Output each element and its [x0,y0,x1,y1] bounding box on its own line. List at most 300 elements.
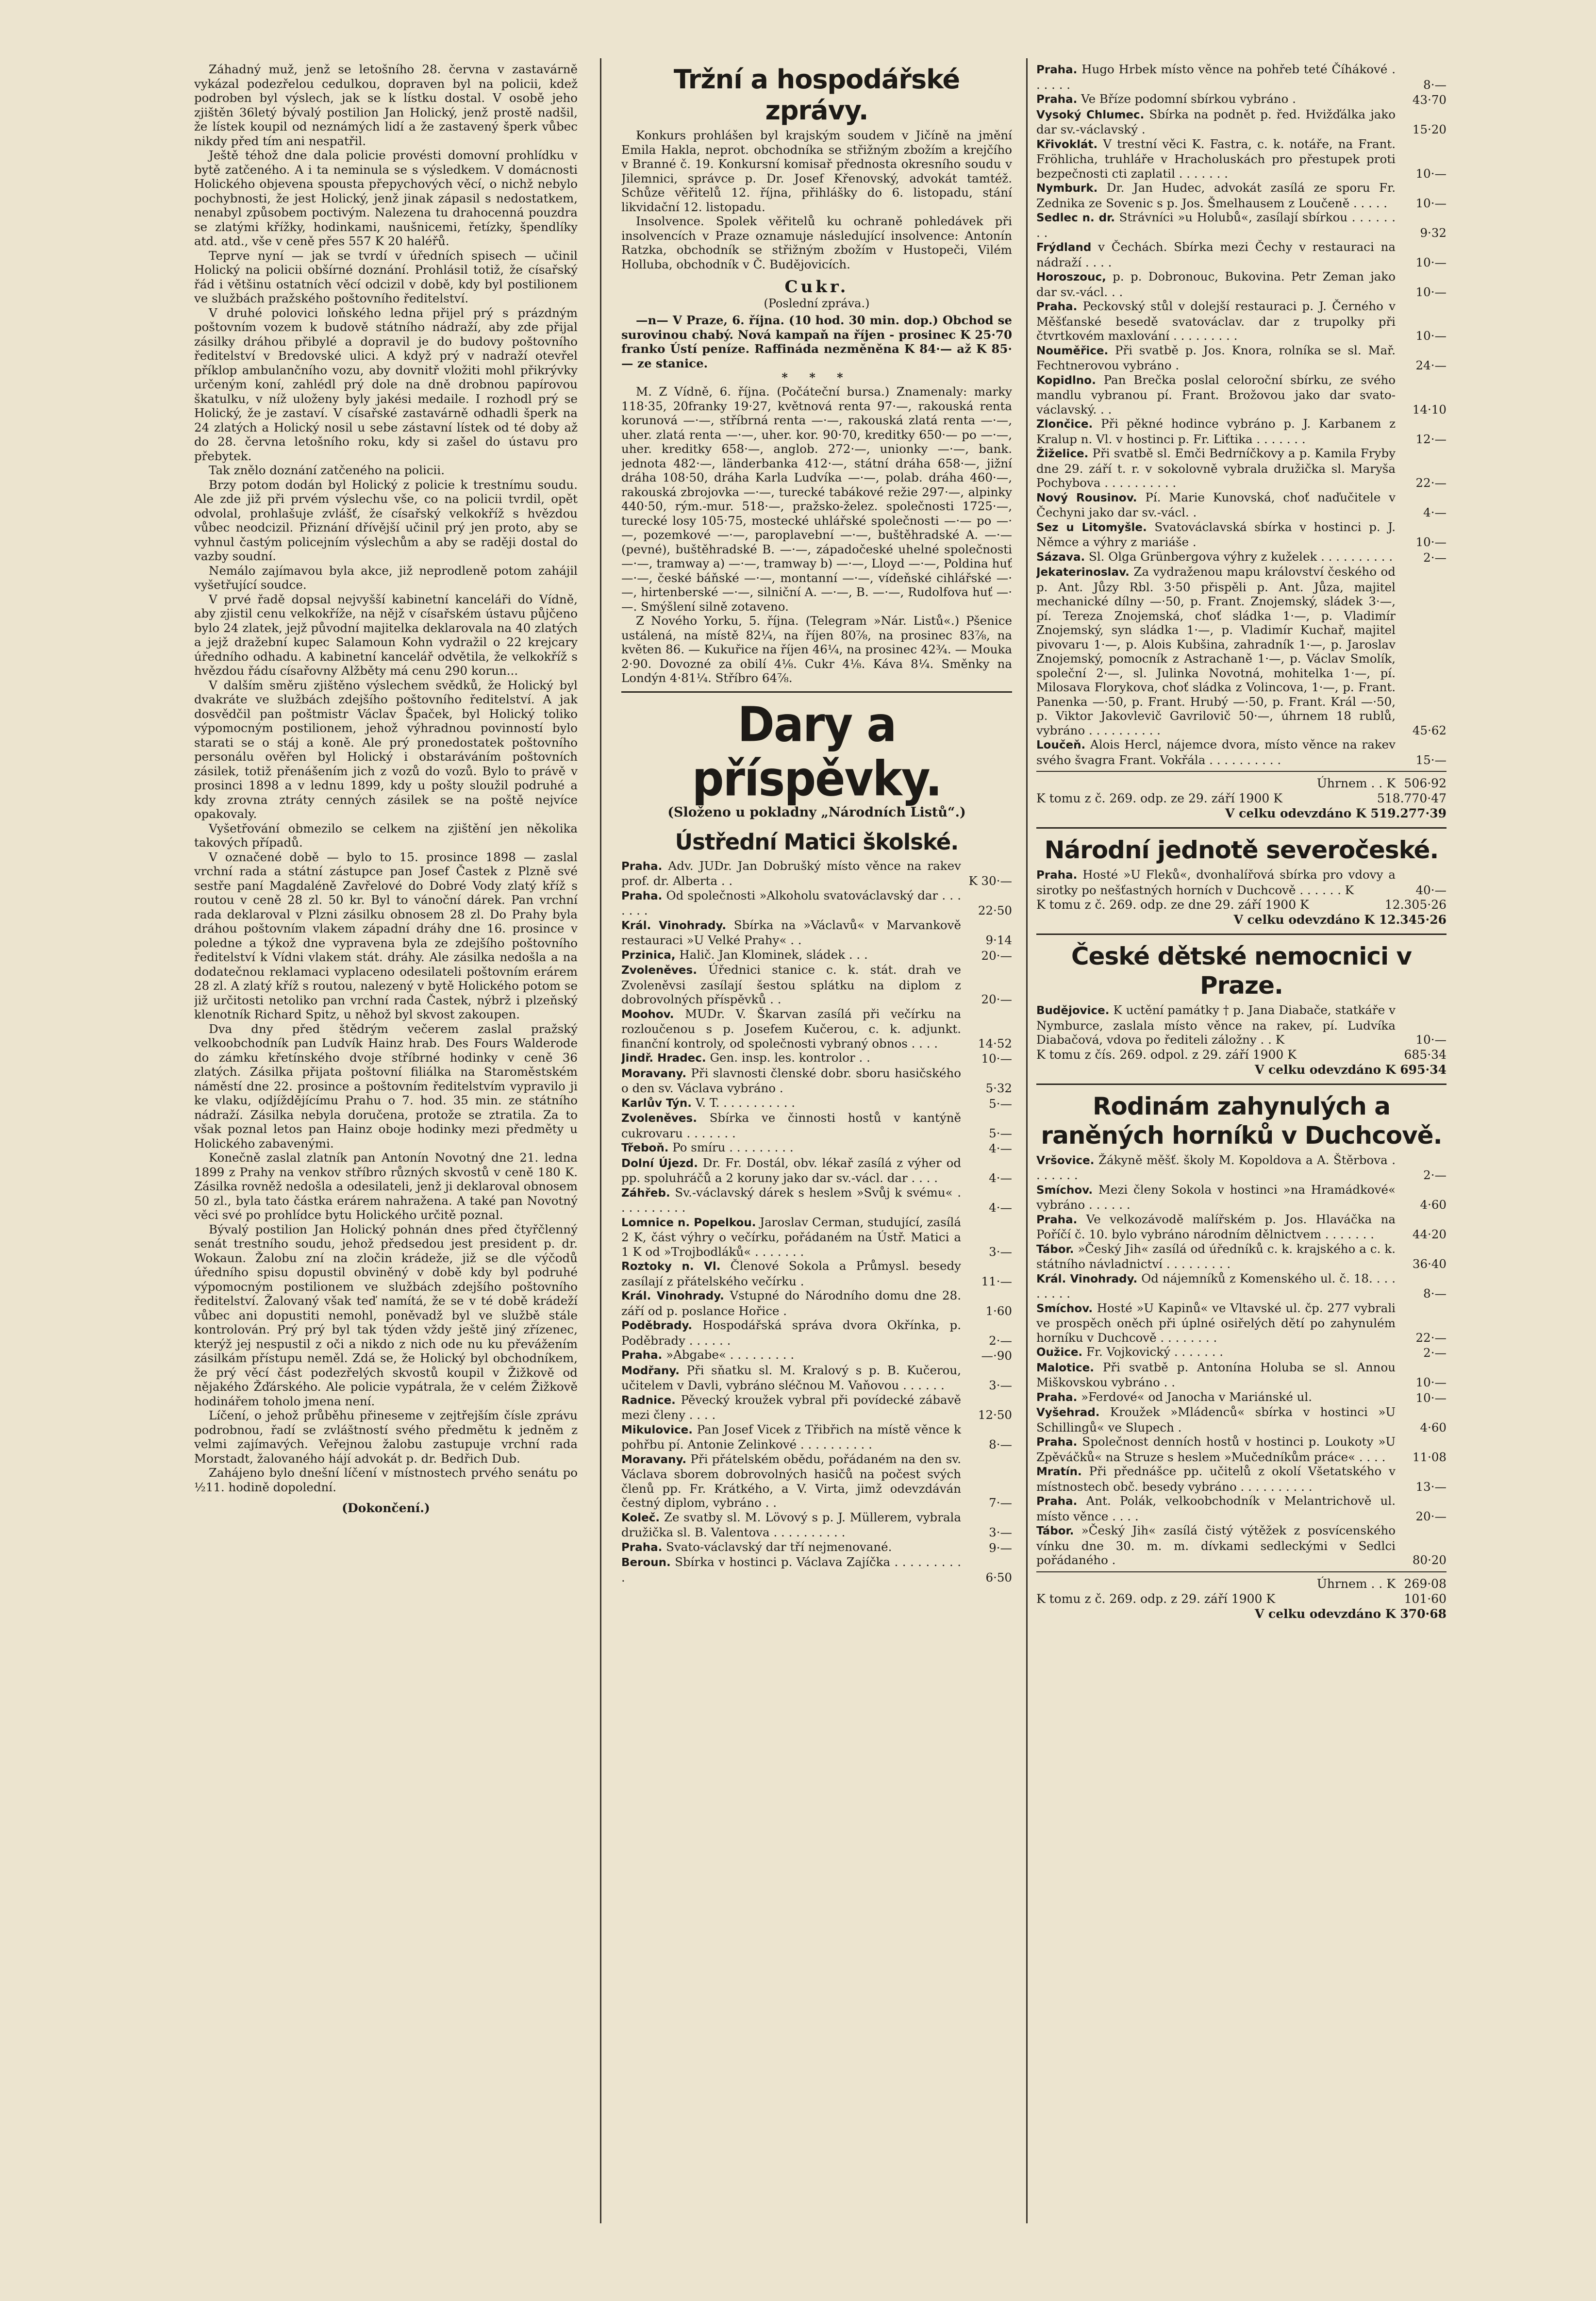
entry-text: Adv. JUDr. Jan Dobrušký místo věnce na rakev prof. dr. Alberta . . [621,858,961,888]
entry-place: Praha. [1036,869,1078,882]
total-row: V celku odevzdáno K 695·34 [1254,1062,1446,1077]
entry-text: Halič. Jan Klominek, sládek . . . [679,947,868,962]
entry-amount: 10·— [1415,166,1446,181]
entry-place: Modřany. [621,1364,680,1377]
entry-amount: 44·20 [1412,1227,1446,1241]
entry-amount: 11·08 [1412,1450,1446,1464]
carryover-amount: 12.305·26 [1384,898,1446,912]
entry-amount: 4·— [989,1171,1012,1185]
article-paragraph: V dalším směru zjištěno výslechem svědků, že Holický byl dvakráte ve službách zdejšího poštovního ředitelství. A jak dosvědčil pan poštmistr Václav Špaček, byl Holický toliko výpomocným postilionem, jehož výhradnou povinností bylo starati se o stáj a koně. Ale prý pronedostatek poštovního personálu ověřen byl Holický i obstaráváním poštovních zásilek, totiž přenášením jich z vozů do vozů. Bylo to právě v prosinci 1898 a v lednu 1899, kdy u pošty sloužil podruhé a kdy zrovna ztráty cenných zásilek se na poště nejvíce opakovaly. [194,678,578,821]
entry-amount: 12·— [1415,432,1446,446]
donation-entry [1036,520,1446,550]
entry-text: Mezi členy Sokola v hostinci »na Hramádkové« vybráno . . . . . . [1036,1182,1396,1212]
carryover-label: K tomu z č. 269. odp. ze dne 29. září 1900 K [1036,898,1309,912]
entry-text: Při přátelském obědu, pořádaném na den sv. Václava sborem dobrovolných hasičů na počest svých členů pp. Fr. Krátkého, a V. Virta, jimž odevzdáván čestný diplom, vybráno . . [621,1451,961,1510]
entry-amount: 20·— [1415,1509,1446,1523]
donation-entry [621,1288,1012,1318]
entry-place: Frýdland [1036,241,1092,254]
entry-place: Sázava. [1036,550,1085,564]
donation-entry [1036,550,1446,565]
entry-text: Při sňatku sl. M. Kralový s p. B. Kučerou, učitelem v Davli, vybráno sléčnou M. Vaňovou . . . . . . [621,1363,961,1392]
entry-text: Jaroslav Cerman, studující, zasílá 2 K, část výhry o večírku, pořádaném na Ústř. Matici a 1 K od »Trojbodláků« . . . . . . . [621,1215,961,1259]
donation-entry [621,1066,1012,1096]
entry-text: Při pěkné hodince vybráno p. J. Karbanem z Kralup n. Vl. v hostinci p. Fr. Liťtika . . . . . . . [1036,417,1396,446]
entry-amount: 45·62 [1412,723,1446,737]
entry-text: Svatováclavská sbírka v hostinci p. J. Němce a výhry z mariáše . [1036,519,1396,549]
entry-place: Vysoký Chlumec. [1036,108,1145,121]
entry-place: Jindř. Hradec. [621,1052,706,1065]
entry-text: Pan Brečka poslal celoroční sbírku, ze svého mandlu vybranou pí. Frant. Brožovou jako dar svato-václavský. . . [1036,372,1396,417]
entry-text: V. T. . . . . . . . . . . [695,1095,796,1110]
entry-place: Praha. [1036,64,1078,76]
entry-text: Při svatbě p. Antonína Holuba se sl. Annou Miškovskou vybráno . . [1036,1360,1396,1389]
donation-entry [621,1007,1012,1051]
entry-text: Žákyně měšť. školy M. Kopoldova a A. Štěrbova . . . . . . . [1036,1152,1396,1182]
entry-text: Gen. insp. les. kontrolor . . [710,1050,870,1065]
carryover-row [1036,791,1446,806]
matice-heading: Ústřední Matici školské. [675,829,959,855]
entry-place: Horoszouc, [1036,271,1106,283]
entry-text: Při přednášce pp. učitelů z okolí Všetatského v místnostech obč. besedy vybráno . . . . . . . . . . [1036,1464,1396,1494]
entry-place: Praha. [1036,1436,1078,1449]
subtotal-label: Úhrnem . . K [1316,776,1396,790]
donation-entry [621,1452,1012,1510]
entry-text: Svato-václavský dar tří nejmenované. [666,1539,892,1554]
donation-entry [1036,1242,1446,1271]
donation-entry [621,1540,1012,1555]
carryover-amount: 685·34 [1404,1047,1446,1062]
entry-amount: 2·— [1423,1346,1446,1360]
entry-text: »Český Jih« zasílá čistý výtěžek z posvícenského vínku dne 30. m. m. dívkami sedleckými v Sedlci pořádaného . [1036,1523,1396,1567]
donation-entry [621,888,1012,918]
entry-text: Kroužek »Mládenců« sbírka v hostinci »U Schillingů« ve Slupech . [1036,1405,1396,1434]
entry-place: Vršovice. [1036,1154,1095,1167]
entry-text: Sbírka na podnět p. řed. Hvižďálka jako dar sv.-václavský . [1036,107,1396,136]
donation-entry [1036,373,1446,417]
entry-place: Král. Vinohrady. [1036,1272,1138,1285]
divider [1036,1084,1446,1085]
column-left [194,62,578,2222]
entry-place: Mratín. [1036,1466,1082,1478]
entry-amount: 4·— [989,1201,1012,1215]
donation-entry [1036,1360,1446,1390]
newyork-report: Z Nového Yorku, 5. října. (Telegram »Nár. Listů«.) Pšenice ustálená, na místě 82¼, na říjen 80⅞, na prosinec 83⅞, na květen 86. — Kukuřice na říjen 46¼, na prosinec 42¾. — Mouka 2·90. Dovozné za obilí 4⅛. Cukr 4⅛. Káva 8¼. Směnky na Londýn 4·81¼. Stříbro 64⅞. [621,614,1012,685]
entry-place: Praha. [1036,1495,1078,1508]
entry-place: Praha. [621,860,663,873]
carryover-row [1036,897,1446,912]
entry-place: Praha. [621,889,663,902]
entry-place: Nouměřice. [1036,344,1109,357]
article-paragraph: Tak znělo doznání zatčeného na policii. [209,463,445,477]
entry-amount: 8·— [989,1437,1012,1451]
entry-amount: 2·— [1423,550,1446,565]
donation-entry [1036,1405,1446,1434]
entry-amount: 15·— [1415,752,1446,767]
article-paragraph: Bývalý postilion Jan Holický pohnán dnes před čtyřčlenný senát trestního soudu, jehož předsedou jest president p. dr. Wokaun. Žalobu zní na zločin krádeže, již se dle výčodů úředního spisu dopustil obviněný v době kdy byl podruhé výpomocným postilionem ve službách zdejšího poštovního ředitelství. Žalovaný však teď namítá, že se v té době krádeží vůbec ani dopustiti nemohl, poněvadž byl ve službě stále kontrolován. Prý prý byl tak týden vždy ještě jiný zřízenec, kterýž jej nespustil z oči a nikdo z nich ode nu ku převážením zásilkám přístupu neměl. Zdá se, že Holický byl obchodníkem, že prý věcí část podezřelých skvostů koupil v Žižkově od nějakého Žďárského. Ale policie vypátrala, že v celém Žižkově hodinářem toholo jmena není. [194,1222,578,1408]
entry-text: Za vydraženou mapu království českého od p. Ant. Jůzy Rbl. 3·50 přispěli p. Ant. Jůza, majitel mechanické dílny —·50, p. Frant. Znojemský, sládek 3·—, pí. Tereza Znojemská, choť sládka 1·—, p. Vladimír Znojemský, syn sládka 1·—, p. Vladimír Kuchař, majitel pivovaru 1·—, p. Alois Kubšina, zahradník 1·—, p. Jaroslav Znojemský, pomocník z Astrachaně 1·—, p. Václav Smolík, společní 2·—, sl. Julinka Novotná, mohitelka 1·—, pí. Milosava Florykova, choť sládka z Volincova, 1·—, p. Frant. Panenka —·50, p. Frant. Hrubý —·50, p. Frant. Král —·50, p. Viktor Jakovlevič Gavrilovič 50·—, úhrnem 18 rublů, vybráno . . . . . . . . . . [1036,565,1396,737]
section-heading-market: Tržní a hospodářské zprávy. [673,64,960,126]
entry-place: Loučeň. [1036,739,1086,751]
entry-text: Po smíru . . . . . . . . . [672,1140,794,1154]
entry-place: Moravany. [621,1067,687,1080]
entry-text: Hosté »U Fleků«, dvonhalířová sbírka pro vdovy a sirotky po nešťastných horních v Duchcově . . . . . . K [1036,867,1396,897]
donation-entry [621,859,1012,888]
carryover-label: K tomu z čís. 269. odpol. z 29. září 1900 K [1036,1047,1297,1062]
entry-place: Zvoleněves. [621,964,697,977]
separator-stars: * * * [781,370,852,384]
donation-entry [1036,1003,1446,1047]
entry-place: Mikulovice. [621,1423,693,1436]
donation-entry [1036,299,1446,343]
entry-place: Smíchov. [1036,1184,1093,1197]
sugar-subheading: (Poslední zpráva.) [764,297,870,310]
entry-amount: 20·— [981,992,1012,1006]
entry-text: Dr. Jan Hudec, advokát zasílá ze sporu Fr. Zednika ze Sovenic s p. Jos. Šmelhausem z Loučeně . . . . . [1036,181,1396,210]
entry-place: Tábor. [1036,1525,1074,1537]
entry-amount: 24·— [1415,358,1446,372]
entry-text: Pan Josef Vicek z Třibřich na místě věnce k pohřbu pí. Antonie Zelinkové . . . . . . . . . . [621,1422,961,1451]
entry-place: Král. Vinohrady. [621,1290,724,1302]
donations-heading: Dary a příspěvky. [692,696,942,807]
article-paragraph: Ještě téhož dne dala policie provésti domovní prohlídku v bytě zatčeného. A i ta neminula se s výsledkem. V domácnosti Holického objevena spousta přepychových věcí, o nichž nebylo pochybnosti, že jest Holický, jenž jinak zápasil s nedostatkem, nenabyl způsobem poctivým. Nalezena tu drahocenná pouzdra se zlatými křížky, hodinkami, naušnicemi, řetízky, špendlíky atd. atd., vše v ceně přes 557 K 20 haléřů. [194,148,578,248]
donation-entry [1036,490,1446,520]
carryover-label: K tomu z č. 269. odp. z 29. září 1900 K [1036,1591,1276,1606]
entry-text: Ant. Polák, velkoobchodník v Melantrichově ul. místo věnce . . . . [1036,1494,1396,1523]
entry-text: Sbírka v hostinci p. Václava Zajíčka . . . . . . . . . . [621,1555,962,1584]
article-paragraph: Záhadný muž, jenž se letošního 28. června v zastavárně vykázal podezřelou cedulkou, dopraven byl na policii, kdež podroben byl výslech, jak se k lístku dostal. V osobě jeho zjištěn 36letý bývalý postilion Jan Holický, jenž prostě nadšil, že lístek koupil od neznámých lidí a že zastavený šperk vůbec nikdy před tím ani nespatřil. [194,62,578,148]
entry-text: Úřednici stanice c. k. stát. drah ve Zvoleněvsi zasílají šestou splátku na diplom z dobrovolných příspěvků . . [621,963,961,1006]
nemocnice-heading: České dětské nemocnici v Praze. [1071,942,1412,1000]
article-paragraph: Vyšetřování obmezilo se celkem na zjištění jen několika takových případů. [194,821,578,850]
entry-text: Při svatbě sl. Emči Bedrníčkovy a p. Kamila Fryby dne 29. září t. r. v sokolovně vybrala družička sl. Maryša Pochybova . . . . . . . . . . [1036,446,1396,490]
donation-entry [621,1215,1012,1259]
entry-place: Křivoklát. [1036,138,1098,151]
entry-text: V trestní věci K. Fastra, c. k. notáře, na Frant. Fröhlicha, truhláře v Hracholuskách pro přestupek proti bezpečnosti cti zaplatil . . . . . . . [1036,136,1396,181]
entry-place: Dolní Újezd. [621,1157,698,1170]
entry-text: p. p. Dobronouc, Bukovina. Petr Zeman jako dar sv.-václ. . . [1036,269,1396,299]
subtotal-label: Úhrnem . . K [1316,1576,1396,1591]
subtotal-row [1036,776,1446,791]
entry-amount: —·90 [981,1349,1012,1363]
article-paragraph: Nemálo zajímavou byla akce, již neprodleně potom zahájil vyšetřující soudce. [194,563,578,592]
article-paragraph: Líčení, o jehož průběhu přineseme v zejtřejším čísle zprávu podrobnou, řadí se zvláštností svého předmětu k jedněm z velmi zajímavých. Veřejnou žalobu zastupuje vrchní rada Morstadt, žalovaného hájí advokát p. dr. Bedřich Dub. [194,1408,578,1466]
article-paragraph: Teprve nyní — jak se tvrdí v úředních spisech — učinil Holický na policii obšírné doznání. Prohlásil totiž, že císařský řád i většinu ostatních věcí odcizil v době, kdy byl postilionem ve službách pražského poštovního ředitelství. [194,248,578,305]
donation-entry [621,1348,1012,1363]
entry-text: Pěvecký kroužek vybral při povídecké zábavě mezi členy . . . . [621,1392,961,1422]
entry-place: Vyšehrad. [1036,1406,1100,1419]
entry-text: Sv.-václavský dárek s heslem »Svůj k svému« . . . . . . . . . . [621,1185,961,1215]
entry-amount: 2·— [989,1333,1012,1348]
total-row: V celku odevzdáno K 370·68 [1254,1606,1446,1621]
entry-place: Przinica, [621,949,676,962]
entry-amount: 22·— [1415,476,1446,490]
donation-entry [1036,181,1446,210]
severoceska-heading: Národní jednotě severočeské. [1044,836,1439,864]
donation-entry [1036,1183,1446,1212]
entry-text: Od nájemníků z Komenského ul. č. 18. . . . . . . . . [1036,1271,1396,1301]
entry-place: Třeboň. [621,1142,669,1154]
donation-entry [621,1140,1012,1156]
entry-amount: 9·14 [985,933,1012,947]
market-news [621,128,1012,271]
donation-entry [1036,1271,1446,1301]
entry-place: Praha. [1036,93,1078,106]
entry-text: MUDr. V. Škarvan zasílá při večírku na rozloučenou s p. Josefem Kučerou, c. k. adjunkt. finanční kontroly, od společnosti vybraný obnos . . . . [621,1006,961,1050]
entry-place: Malotice. [1036,1361,1094,1374]
divider [1036,1571,1446,1572]
entry-amount: 4·60 [1420,1420,1446,1434]
entry-text: K uctění památky † p. Jana Diabače, statkáře v Nymburce, zaslala místo věnce na rakev, pí. Ludvíka Diabačová, vdova po řediteli záložny . . K [1036,1003,1396,1047]
entry-text: Od společnosti »Alkoholu svatováclavský dar . . . . . . . [621,888,961,917]
sugar-report: —n— V Praze, 6. října. (10 hod. 30 min. dop.) Obchod se surovinou chabý. Nová kampaň na říjen - prosinec K 25·70 franko Ústí peníze. Raffináda nezměněna K 84·— až K 85·— ze stanice. [621,313,1012,370]
entry-text: Fr. Vojkovický . . . . . . . [1086,1345,1224,1359]
entry-amount: 22·— [1415,1330,1446,1345]
entry-text: Alois Hercl, nájemce dvora, místo věnce na rakev svého švagra Frant. Vokřála . . . . . . . . . . [1036,737,1396,767]
donation-entry [1036,210,1446,240]
donation-entry [621,1555,1012,1584]
entry-place: Kopidlno. [1036,374,1096,387]
entry-text: Sl. Olga Grünbergova výhry z kuželek . . . . . . . . . . [1089,549,1393,564]
donation-entry [621,1318,1012,1348]
entry-place: Lomnice n. Popelkou. [621,1216,756,1229]
donation-entry [1036,1523,1446,1567]
entry-amount: 10·— [1415,196,1446,210]
donation-entry [621,1096,1012,1111]
entry-place: Moohov. [621,1008,674,1021]
divider [1036,934,1446,935]
column-right [1036,62,1446,2222]
carryover-amount: 101·60 [1404,1591,1446,1606]
entry-text: »Český Jih« zasílá od úředníků c. k. krajského a c. k. státního návladnictví . . . . . . . . . [1036,1241,1396,1271]
entry-place: Sedlec n. dr. [1036,212,1115,224]
donation-entry [621,1156,1012,1185]
entry-amount: 4·— [1423,505,1446,519]
entry-amount: 14·52 [978,1036,1012,1050]
donation-entry [1036,240,1446,269]
entry-text: Ve Bříze podomní sbírkou vybráno . [1081,92,1296,106]
entry-amount: 80·20 [1412,1553,1446,1567]
entry-text: Dr. Fr. Dostál, obv. lékař zasílá z výher od pp. spoluhráčů a 2 koruny jako dar sv.-václ. dar . . . . [621,1155,961,1185]
entry-text: Hospodářská správa dvora Okřínka, p. Poděbrady . . . . . . [621,1318,961,1348]
entry-amount: 10·— [1415,1390,1446,1405]
entry-place: Smíchov. [1036,1302,1093,1315]
donation-entry [621,1185,1012,1215]
entry-place: Zlončice. [1036,418,1093,431]
entry-text: Hugo Hrbek místo věnce na pohřeb teté Číhákové . . . . . . [1036,62,1396,92]
entry-place: Praha. [1036,300,1078,313]
entry-amount: 7·— [989,1496,1012,1510]
donation-entry [621,918,1012,948]
entry-amount: 9·— [989,1540,1012,1555]
entry-amount: 3·— [989,1525,1012,1539]
donation-list-horniku [1036,1153,1446,1567]
donation-entry [1036,1212,1446,1242]
subtotal-amount: 506·92 [1404,776,1446,790]
entry-amount: 14·10 [1412,402,1446,417]
entry-amount: 20·— [981,948,1012,963]
entry-amount: 9·32 [1420,225,1446,240]
entry-amount: 5·— [989,1096,1012,1111]
entry-text: Hosté »U Kapinů« ve Vltavské ul. čp. 277 vybrali ve prospěch oněch při úplné osiřelých dětí po zahynulém horníku v Duchcově . . . . . . . . [1036,1301,1396,1345]
entry-place: Tábor. [1036,1243,1074,1256]
entry-place: Žiželice. [1036,448,1089,460]
entry-place: Praha. [1036,1391,1078,1404]
donation-entry [1036,1494,1446,1523]
donation-entry [1036,737,1446,767]
sugar-heading: Cukr. [784,277,849,297]
entry-text: Peckovský stůl v dolejší restauraci p. J. Černého v Měšťanské besedě svatováclav. dar z trupolky při čtvrtkovém maxlování . . . . . . . . . [1036,299,1396,343]
entry-place: Zvoleněves. [621,1112,697,1125]
entry-text: Strávníci »u Holubů«, zasílají sbírkou . . . . . . . . [1036,210,1396,240]
divider [621,691,1012,693]
entry-text: Vstupné do Národního domu dne 28. září od p. poslance Hořice . [621,1288,961,1318]
donation-list-matice-cont [1036,62,1446,767]
donation-entry [1036,1153,1446,1183]
entry-text: Sbírka na »Václavů« v Marvankově restauraci »U Velké Prahy« . . [621,917,962,947]
subtotal-amount: 269·08 [1404,1576,1446,1591]
donation-entry [1036,137,1446,181]
donation-entry [1036,867,1446,897]
entry-amount: 36·40 [1412,1257,1446,1271]
entry-text: Členové Sokola a Průmysl. besedy zasílají z přátelského večírku . [621,1259,962,1288]
vienna-bourse: M. Z Vídně, 6. října. (Počáteční bursa.) Znamenaly: marky 118·35, 20franky 19·27, květnová renta 97·—, rakouská renta korunová —·—, stříbrná renta —·—, rakouská zlatá renta —·—, uher. zlatá renta —·—, uher. kor. 90·70, kreditky 650·— po —·—, uher. kreditky 658·—, anglob. 272·—, unionky —·—, bank. jednota 482·—, länderbanka 412·—, státní dráha 658·—, jižní dráha 108·50, dráha Karla Ludvíka —·—, polab. dráha 460·—, rakouská zbrojovka —·—, turecké tabákové režie 297·—, alpinky 440·50, rým.-mur. 518·—, pražsko-želez. společnosti 1725·—, turecké losy 105·75, mostecké uhlářské společnosti —·— po —·—, pozemkové —·—, paroplavební —·—, buštěhradské A. —·— (pevné), buštěhradské B. —·—, západočeské uhelné společnosti —·—, tramway a) —·—, tramway b) —·—, Lloyd —·—, Poldina huť —·—, české báňské —·—, montanní —·—, vídeňské cihlářské —·—, hirtenberské —·—, silniční A. —·—, B. —·—, Rudolfova huť —·—. Smýšlení silně zotaveno. [621,384,1012,614]
donation-entry [1036,446,1446,490]
donation-entry [621,963,1012,1007]
entry-text: Ze svatby sl. M. Lövový s p. J. Müllerem, vybrala družička sl. B. Valentova . . . . . . . . . . [621,1510,961,1539]
entry-amount: 10·— [1415,535,1446,549]
entry-amount: 4·— [989,1141,1012,1155]
entry-text: »Abgabe« . . . . . . . . . [666,1348,795,1362]
entry-amount: 8·— [1423,1286,1446,1301]
entry-place: Jekaterinoslav. [1036,566,1130,579]
entry-place: Král. Vinohrady. [621,919,727,932]
article-body [194,62,578,1494]
entry-place: Nymburk. [1036,182,1098,195]
article-paragraph: Konkurs prohlášen byl krajským soudem v Jičíně na jmění Emila Hakla, neprot. obchodníka se střižným zbožím a krejčího v Branné č. 19. Konkursní komisař přednosta okresního soudu v Jilemnici, správce p. Dr. Josef Křenovský, advokát tamtéž. Schůze věřitelů 12. října, přihlášky do 6. listopadu, stání likvidační 12. listopadu. [621,128,1012,214]
entry-amount: 40·— [1415,883,1446,897]
entry-amount: K 30·— [968,874,1012,888]
entry-place: Radnice. [621,1394,676,1407]
entry-place: Sez u Litomyšle. [1036,521,1147,534]
entry-amount: 5·— [989,1126,1012,1140]
entry-amount: 1·60 [985,1303,1012,1318]
entry-amount: 43·70 [1412,93,1446,107]
donation-entry [1036,62,1446,92]
article-paragraph: V prvé řadě dopsal nejvyšší kabinetní kanceláři do Vídně, aby zjistil cenu velkokříže, na nějž v císařském ústavu půjčeno bylo 24 zlatek, jejž původní majitelka deklarovala na 40 zlatých a jejž dražební kupec Salamoun Kohn vydražil o 22 krejcary úředního odhadu. A kabinetní kancelář odvětila, že velkokříž s hvězdou řádu císařovny Alžběty má cenu 290 korun... [194,592,578,678]
donation-entry [1036,417,1446,446]
entry-text: »Ferdové« od Janocha v Mariánské ul. [1081,1389,1313,1404]
donation-entry [1036,1464,1446,1494]
entry-text: v Čechách. Sbírka mezi Čechy v restauraci na nádraží . . . . [1036,240,1396,269]
donation-entry [1036,1301,1446,1345]
entry-text: Sbírka ve činnosti hostů v kantýně cukrovaru . . . . . . . [621,1111,961,1140]
donation-entry [1036,343,1446,373]
donation-entry [621,1363,1012,1393]
entry-amount: 6·50 [985,1570,1012,1584]
entry-amount: 10·— [1415,255,1446,269]
entry-amount: 4·60 [1420,1198,1446,1212]
donation-entry [621,948,1012,963]
horniku-heading: Rodinám zahynulých a raněných horníků v Duchcově. [1041,1092,1442,1150]
carryover-row [1036,1591,1446,1606]
entry-place: Karlův Týn. [621,1097,692,1110]
donation-entry [1036,92,1446,107]
column-rule-2 [1026,58,1028,2223]
donation-entry [1036,107,1446,137]
article-paragraph: Dva dny před štědrým večerem zaslal pražský velkoobchodník pan Ludvík Hainz hrab. Des Fours Walderode do zámku křetínského dvoje stříbrné hodinky v ceně 36 zlatých. Zásilka přijata poštovní filiálka na Staroměstském náměstí dne 22. prosince a poštovním ředitelstvím vypravilo ji ke vlaku, odjíždějícímu Prahu o 7. hod. 35 min. ze státního nádraží. Zásilka nebyla doručena, protože se ztratila. Za to však poznal letos pan Hainz oboje hodinky mezi předměty u Holického zabavenými. [194,1021,578,1150]
entry-text: Při slavnosti členské dobr. sboru hasičského o den sv. Václava vybráno . [621,1066,961,1095]
entry-amount: 3·— [989,1244,1012,1259]
article-paragraph: V označené době — bylo to 15. prosince 1898 — zaslal vrchní rada a státní zástupce pan Josef Častek z Plzně své sestře paní Magdaléně Zavřelové do Dobré Vody zlatý kříž s routou v ceně 28 zl. 50 kr. Byl to vánoční dárek. Pan vrchní rada deklaroval v Plzni zásilku obnosem 28 zl. Do Prahy byla dráhou poštovním vlakem západní dráhy dne 16. prosince v poledne a týkož dne vypravena byla ze zdejšího poštovního ředitelství k Vídni vlakem stát. dráhy. Ale zásilka nedošla a na dodatečnou reklamaci vyplaceno odesilateli poštovním erárem 28 zl. A zlatý kříž s routou, nalezený v bytě Holického potom se již určitosti netoliko pan vrchní rada Častek, nýbrž i plzeňský klenotník Richard Spitz, u něhož byl skvost zakoupen. [194,850,578,1021]
entry-place: Nový Rousinov. [1036,491,1137,504]
article-paragraph: V druhé polovici loňského ledna přijel prý s prázdným poštovním vozem k budově státního nádraží, aby zde přijal zásilky dráhou přibylé a dopravil je do budovy poštovního ředitelství v Bredovské ulici. A když prý v nadraží otevřel příklop ambulančního vozu, aby dovnitř vložiti mohl přikrývky určeným koní, zahlédl prý dole na dně drobnou papírovou škatulku, v níž uloženy byly jakési medaile. I rozhodl prý se Holický, že je zastaví. V císařské zastavárně odhadli šperk na 24 zlatých a Holický nosil u sebe zástavní lístek od té doby až do 28. června letošního roku, kdy si zašel do ústavu pro přebytek. [194,305,578,463]
entry-amount: 3·— [989,1378,1012,1392]
entry-amount: 5·32 [985,1081,1012,1095]
entry-place: Beroun. [621,1556,671,1569]
donation-entry [1036,269,1446,299]
entry-place: Záhřeb. [621,1186,670,1200]
entry-amount: 2·— [1423,1168,1446,1182]
entry-place: Praha. [621,1541,663,1554]
article-paragraph: Konečně zaslal zlatník pan Antonín Novotný dne 21. ledna 1899 z Prahy na venkov stříbro různých skvostů v ceně 180 K. Zásilka rovněž nedošla a odesilateli, jenž ji deklaroval obnosem 50 zl., byla tato částka erárem nahražena. A také pan Novotný věci své po prohlídce bytu Holického určitě poznal. [194,1150,578,1222]
entry-place: Praha. [621,1349,663,1362]
entry-place: Oužice. [1036,1346,1083,1359]
entry-amount: 13·— [1415,1479,1446,1494]
donations-subheading: (Složeno u pokladny „Národních Listů“.) [667,804,966,820]
subtotal-row [1036,1576,1446,1591]
article-paragraph: Insolvence. Spolek věřitelů ku ochraně pohledávek při insolvencích v Praze oznamuje následující insolvence: Antonín Ratzka, obchodník se střižným zbožím v Hustopeči, Vilém Holluba, obchodník v Č. Budějovicích. [621,214,1012,271]
carryover-amount: 518.770·47 [1377,791,1446,805]
column-rule-1 [600,58,601,2223]
donation-entry [1036,1390,1446,1405]
total-row: V celku odevzdáno K 12.345·26 [1233,913,1446,927]
donation-entry [621,1510,1012,1540]
entry-amount: 10·— [1415,1375,1446,1389]
donation-list-matice [621,859,1012,1585]
donation-entry [621,1393,1012,1422]
entry-amount: 8·— [1423,77,1446,92]
article-closing: (Dokončení.) [342,1501,430,1515]
carryover-label: K tomu z č. 269. odp. ze 29. září 1900 K [1036,791,1282,805]
entry-amount: 10·— [1415,1033,1446,1047]
donation-entry [1036,1434,1446,1464]
column-middle [621,62,1012,2222]
entry-amount: 12·50 [978,1408,1012,1422]
entry-text: Společnost denních hostů v hostinci p. Loukoty »U Zpěváčků« na Struze s heslem »Mučedníkům práce« . . . . [1036,1434,1396,1464]
entry-amount: 10·— [1415,329,1446,343]
entry-text: Pí. Marie Kunovská, choť naďučitele v Čechyni jako dar sv.-václ. . [1036,490,1396,519]
entry-place: Moravany. [621,1453,687,1466]
entry-place: Roztoky n. Vl. [621,1260,721,1273]
donation-entry [621,1050,1012,1066]
entry-place: Poděbrady. [621,1319,693,1332]
donation-entry [621,1111,1012,1140]
divider [1036,771,1446,772]
entry-text: Ve velkozávodě malířském p. Jos. Hlaváčka na Poříčí č. 10. bylo vybráno národním dělnictvem . . . . . . . [1036,1212,1396,1241]
entry-amount: 15·20 [1412,122,1446,136]
donation-entry [1036,565,1446,737]
entry-place: Koleč. [621,1511,660,1524]
article-paragraph: Brzy potom dodán byl Holický z policie k trestnímu soudu. Ale zde již při prvém výslechu vše, co na policii tvrdil, opět odvolal, prohlašuje zvlášť, že císařský velkokříž s hvězdou vůbec neodcizil. Přiznání dřívější učinil prý jen proto, aby se vyhnul častým policejním výslechům a aby se raději dostal do vazby soudní. [194,477,578,563]
entry-amount: 11·— [981,1274,1012,1288]
donation-entry [1036,1345,1446,1360]
donation-entry [621,1259,1012,1288]
entry-amount: 10·— [981,1051,1012,1066]
donation-entry [621,1422,1012,1452]
entry-place: Praha. [1036,1213,1078,1226]
entry-amount: 22·50 [978,903,1012,917]
total-row: V celku odevzdáno K 519.277·39 [1225,806,1446,820]
